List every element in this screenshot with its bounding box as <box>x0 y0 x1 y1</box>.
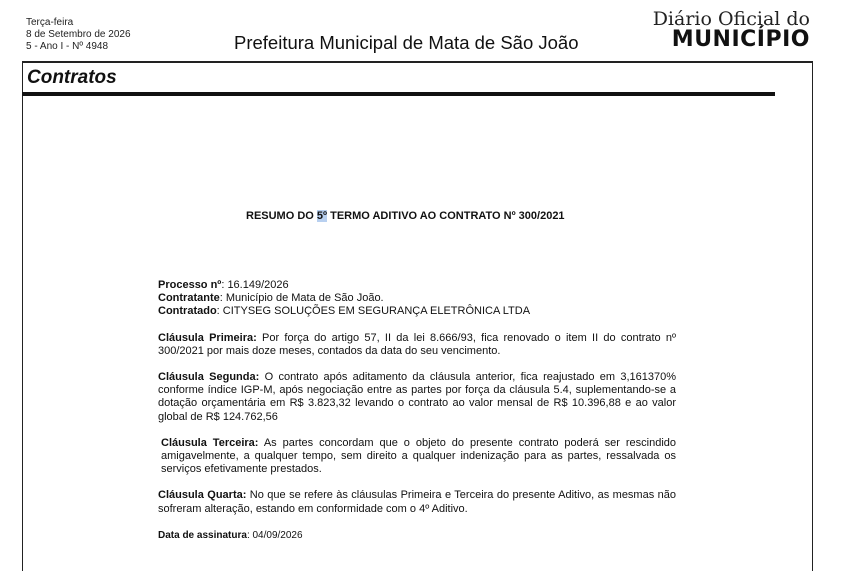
header-divider <box>22 61 813 63</box>
assinatura-value: : 04/09/2026 <box>246 529 303 541</box>
contratante-line <box>158 292 676 305</box>
clausula-segunda <box>158 371 676 424</box>
assinatura-label: Data de assinatura <box>158 529 247 541</box>
section-title: Contratos <box>27 67 117 88</box>
clausula-quarta <box>158 489 676 515</box>
contratante-value: : Município de Mata de São João. <box>219 292 384 305</box>
diario-oficial-logo <box>652 8 814 54</box>
clausula-primeira-text: Por força do artigo 57, II da lei 8.666/93, fica renovado o item II do contrato nº 300/2021 por mais doze meses, contados da data do seu vencimento. <box>158 331 676 357</box>
clausula-terceira-text: As partes concordam que o objeto do presente contrato poderá ser rescindido amigavelmente, a qualquer tempo, sem direito a qualquer indenização para as partes, ressalvada os serviços efetivamente prestados. <box>161 436 677 476</box>
spacer <box>158 516 676 529</box>
contratado-line <box>158 305 676 318</box>
publisher-name: Prefeitura Municipal de Mata de São João <box>234 32 579 53</box>
spacer <box>158 476 676 489</box>
processo-line <box>158 279 676 292</box>
contratado-label: Contratado <box>158 305 217 318</box>
edition-date: 8 de Setembro de 2026 <box>26 29 131 40</box>
document-body <box>158 279 676 542</box>
clausula-quarta-label: Cláusula Quarta: <box>158 489 247 502</box>
assinatura-line <box>158 529 676 542</box>
logo-line2: MUNICÍPIO <box>671 27 810 52</box>
title-pre: RESUMO DO <box>246 210 317 222</box>
section-underline <box>22 92 775 96</box>
edition-info <box>26 17 131 53</box>
clausula-segunda-text: O contrato após aditamento da cláusula anterior, fica reajustado em 3,161370% conforme índice IGP-M, após negociação entre as partes por força da cláusula 5.4, suplementando-se a dotação orçamentária em R$ 3.823,32 levando o contrato ao valor mensal de R$ 10.396,88 e ao valor global de R$ 124.762,56 <box>158 371 676 423</box>
page-frame-left <box>22 61 23 571</box>
title-post: TERMO ADITIVO AO CONTRATO Nº 300/2021 <box>327 210 565 222</box>
clausula-quarta-text: No que se refere às cláusulas Primeira e Terceira do presente Aditivo, as mesmas não sofreram alteração, estando em conformidade com o 4º Aditivo. <box>158 489 676 515</box>
clausula-primeira-label: Cláusula Primeira: <box>158 331 257 344</box>
clausula-primeira <box>158 332 676 358</box>
document-title <box>246 210 565 222</box>
spacer <box>158 358 676 371</box>
clausula-segunda-label: Cláusula Segunda: <box>158 371 260 384</box>
page-frame-right <box>812 61 813 571</box>
clausula-terceira <box>158 437 676 477</box>
processo-value: : 16.149/2026 <box>221 279 289 291</box>
contratado-value: : CITYSEG SOLUÇÕES EM SEGURANÇA ELETRÔNICA LTDA <box>216 305 531 318</box>
processo-label: Processo nº <box>158 279 222 291</box>
spacer <box>158 424 676 437</box>
logo-line1: Diário Oficial do <box>652 8 810 30</box>
contratante-label: Contratante <box>158 292 220 305</box>
edition-weekday: Terça-feira <box>26 17 74 28</box>
title-highlighted-text[interactable]: 5º <box>316 210 328 222</box>
clausula-terceira-label: Cláusula Terceira: <box>161 436 259 449</box>
spacer <box>158 319 676 332</box>
edition-number: 5 - Ano I - Nº 4948 <box>26 41 109 52</box>
